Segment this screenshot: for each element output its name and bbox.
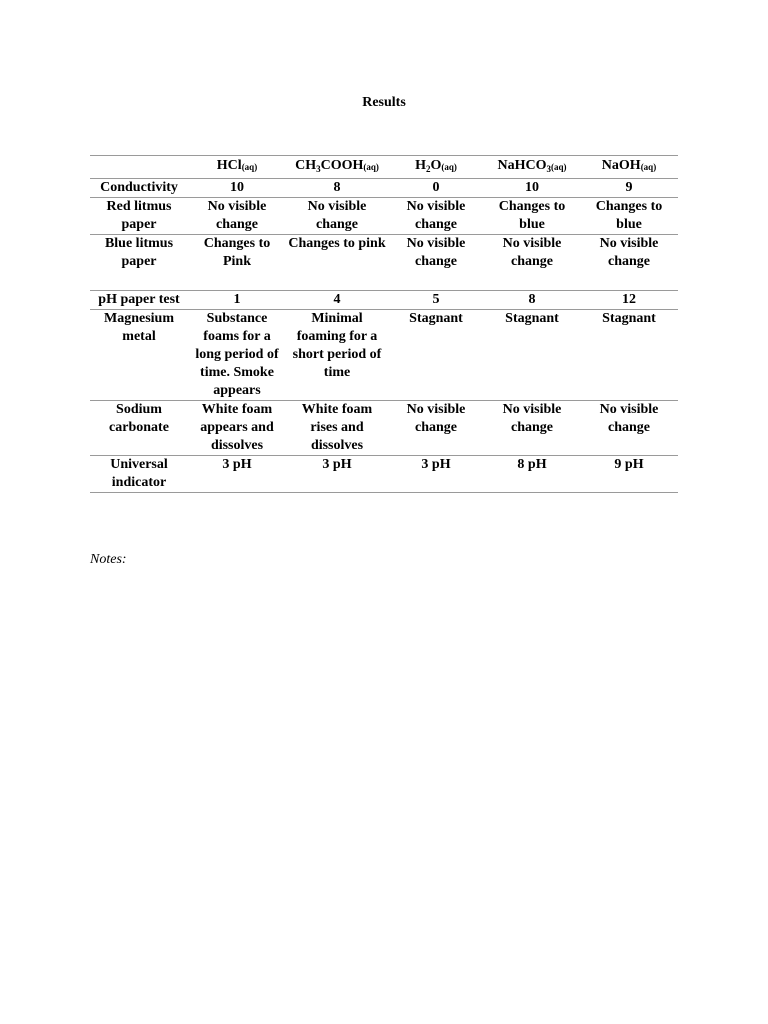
table-row: [90, 456, 678, 493]
table-cell: No visible change: [484, 235, 580, 291]
table-cell: 8: [484, 291, 580, 310]
table-cell: No visible change: [388, 235, 484, 291]
table-row: [90, 179, 678, 198]
table-cell: Changes to blue: [484, 198, 580, 235]
table-cell: 1: [188, 291, 286, 310]
table-cell: 10: [188, 179, 286, 198]
table-cell: No visible change: [580, 401, 678, 456]
table-row: [90, 401, 678, 456]
row-label: pH paper test: [90, 291, 188, 310]
table-cell: 8 pH: [484, 456, 580, 493]
table-cell: Changes to pink: [286, 235, 388, 291]
row-label: Magnesium metal: [90, 310, 188, 401]
table-row: [90, 235, 678, 291]
table-cell: Substance foams for a long period of time. Smoke appears: [188, 310, 286, 401]
table-cell: 5: [388, 291, 484, 310]
row-label: Conductivity: [90, 179, 188, 198]
table-cell: No visible change: [286, 198, 388, 235]
table-cell: No visible change: [484, 401, 580, 456]
table-cell: 9: [580, 179, 678, 198]
table-cell: 4: [286, 291, 388, 310]
page-title: Results: [362, 95, 406, 110]
row-label: Blue litmus paper: [90, 235, 188, 291]
header-cell-nahco3: NaHCO$_3$(aq): [484, 156, 580, 179]
header-cell-empty: [90, 156, 188, 179]
row-label: Sodium carbonate: [90, 401, 188, 456]
header-cell-h2o: $H_2O(aq)$: [388, 156, 484, 179]
table-cell: 9 pH: [580, 456, 678, 493]
table-row: [90, 198, 678, 235]
table-cell: Changes to Pink: [188, 235, 286, 291]
table-cell: 12: [580, 291, 678, 310]
table-cell: 0: [388, 179, 484, 198]
row-label: Universal indicator: [90, 456, 188, 493]
table-cell: 3 pH: [388, 456, 484, 493]
table-cell: No visible change: [388, 198, 484, 235]
table-cell: No visible change: [188, 198, 286, 235]
table-cell: Minimal foaming for a short period of time: [286, 310, 388, 401]
header-cell-naoh: NaOH(aq): [580, 156, 678, 179]
header-cell-ch3cooh: $CH_3COOH(aq)$: [286, 156, 388, 179]
table-cell: No visible change: [388, 401, 484, 456]
notes-label: Notes:: [90, 552, 127, 567]
table-cell: Stagnant: [580, 310, 678, 401]
table-cell: No visible change: [580, 235, 678, 291]
header-row: [90, 156, 678, 179]
table-cell: 10: [484, 179, 580, 198]
row-label: Red litmus paper: [90, 198, 188, 235]
table-cell: White foam appears and dissolves: [188, 401, 286, 456]
table-cell: White foam rises and dissolves: [286, 401, 388, 456]
table-cell: Stagnant: [388, 310, 484, 401]
table-cell: 3 pH: [286, 456, 388, 493]
header-cell-hcl: HCl(aq): [188, 156, 286, 179]
table-cell: 3 pH: [188, 456, 286, 493]
table-cell: Changes to blue: [580, 198, 678, 235]
table-cell: 8: [286, 179, 388, 198]
table-cell: Stagnant: [484, 310, 580, 401]
table-row: [90, 291, 678, 310]
table-row: [90, 310, 678, 401]
results-table: [90, 155, 678, 493]
